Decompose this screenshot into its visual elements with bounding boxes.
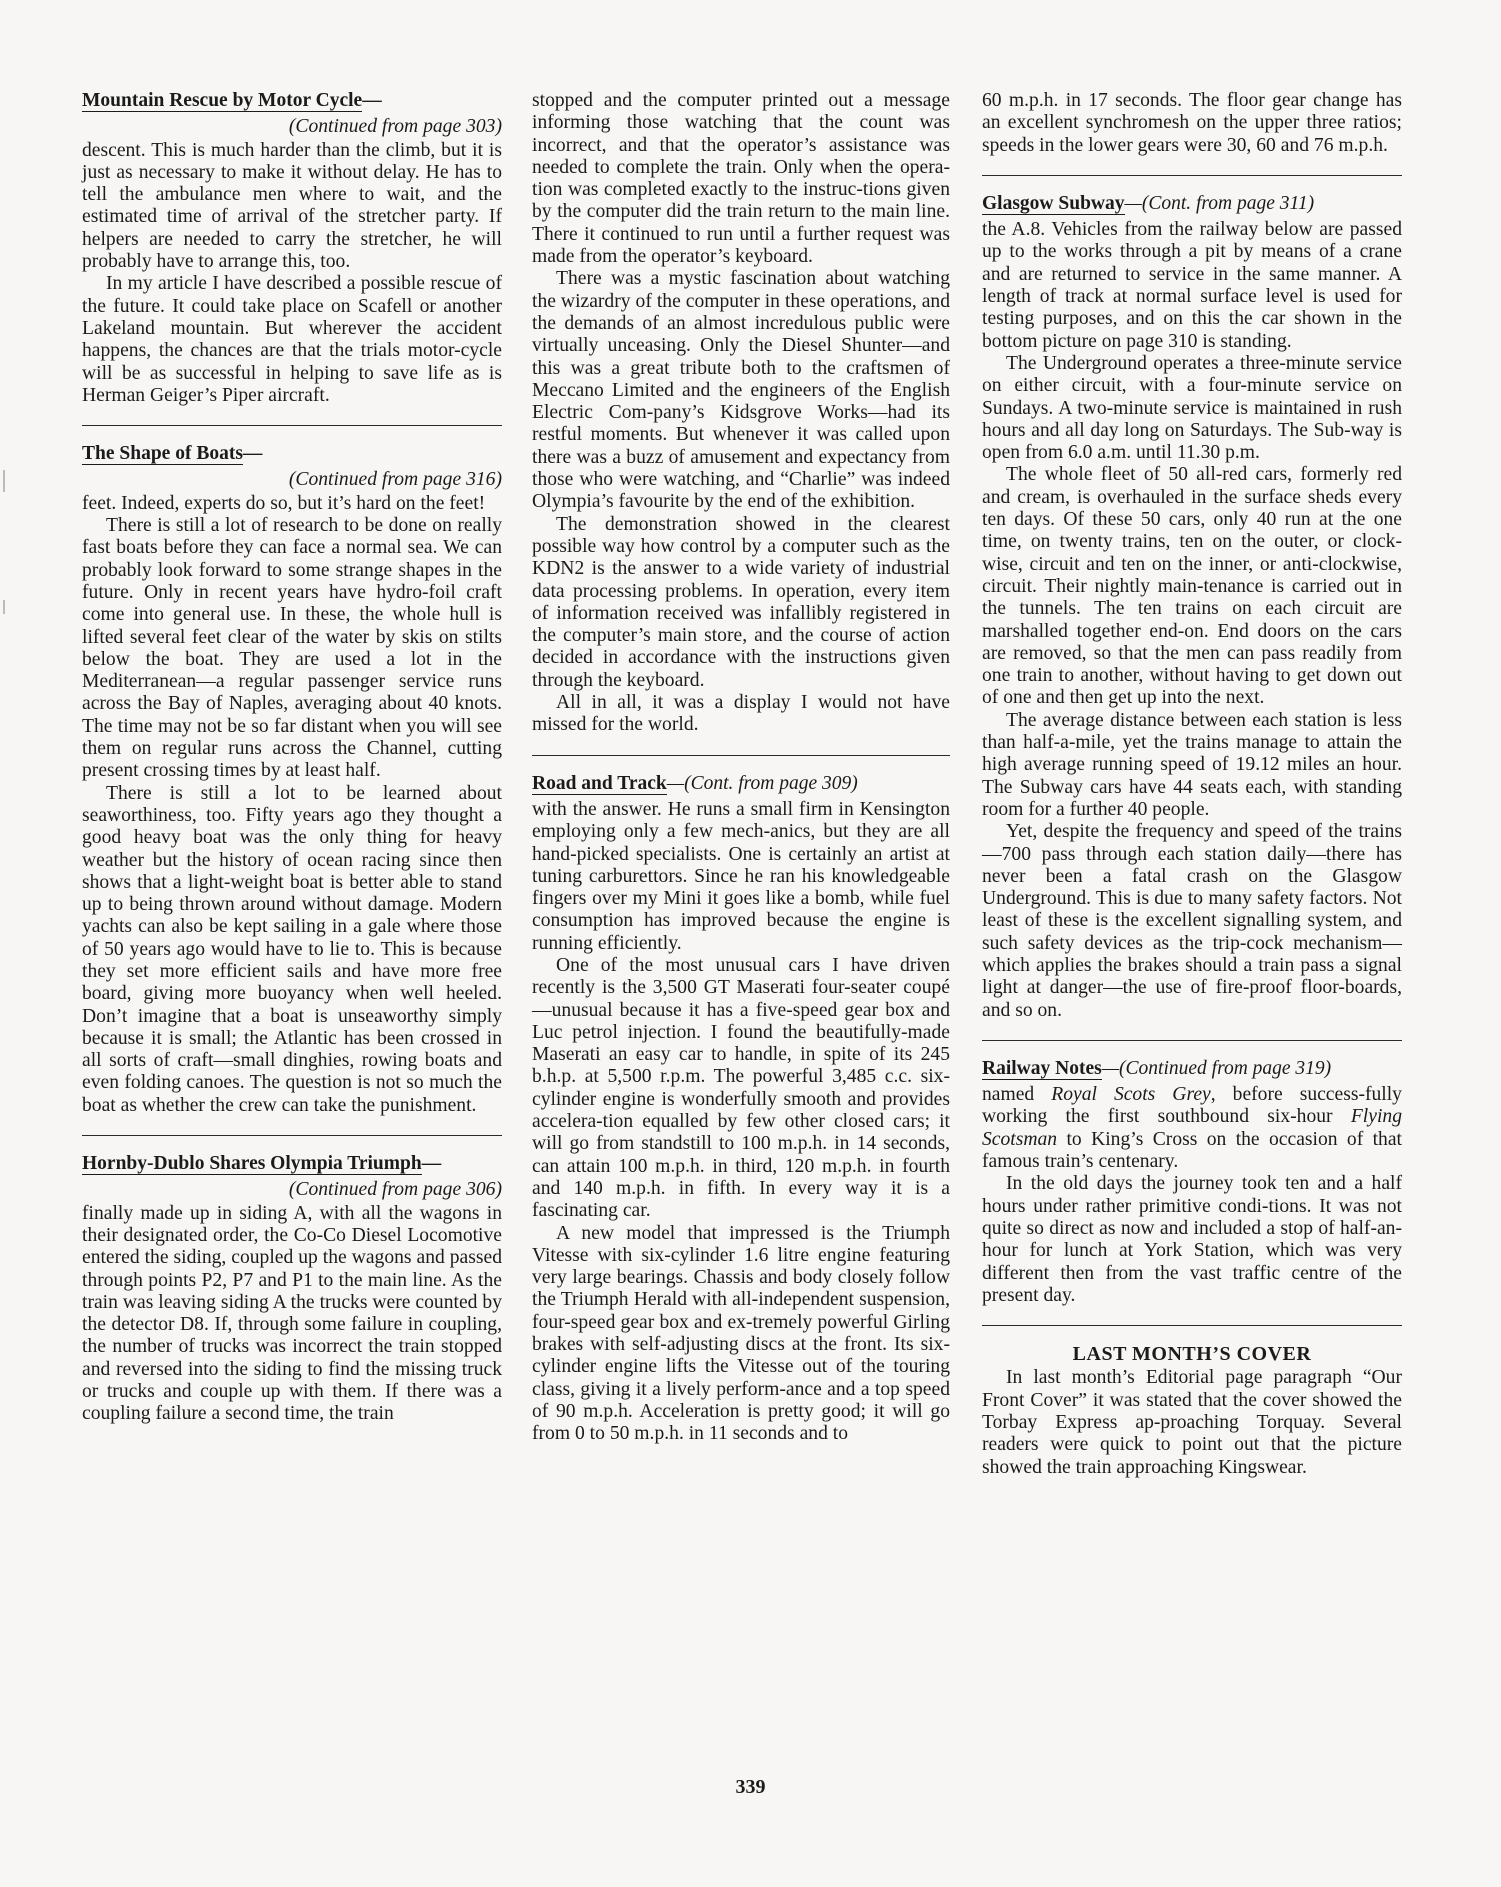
paragraph: There is still a lot of research to be done on really fast boats before they can face a normal sea. We can probably look forward to some strange shapes in the future. Only in recent years have hydro-foil craft come into general use. In these, the whole hull is lifted several feet clear of the water by skis on stilts below the boat. They are used a lot in the Mediterranean—a regular passenger service runs across the Bay of Naples, averaging about 40 knots. The time may not be so far distant when you will see them on regular runs across the Channel, cutting present crossing times by at least half. bbox=[82, 515, 502, 782]
section-heading: Hornby-Dublo Shares Olympia Triumph— bbox=[82, 1153, 442, 1175]
article-last-months-cover bbox=[982, 1343, 1402, 1479]
paragraph: Yet, despite the frequency and speed of the trains—700 pass through each station daily—there has never been a fatal crash on the Glasgow Underground. This is due to many safety factors. Not least of these is the excellent signalling system, and such safety devices as the trip-cock mechanism—which applies the brakes should a train pass a signal light at danger—the use of fire-proof floor-boards, and so on. bbox=[982, 821, 1402, 1021]
paragraph: named Royal Scots Grey, before success-fully working the first southbound six-hour Flying Scotsman to King’s Cross on the occasion of that famous train’s centenary. bbox=[982, 1084, 1402, 1173]
section-title: Hornby-Dublo Shares Olympia Triumph bbox=[82, 1153, 422, 1175]
article-mountain-rescue bbox=[82, 90, 502, 407]
section-heading: Railway Notes—(Continued from page 319) bbox=[982, 1057, 1332, 1079]
locomotive-name: Royal Scots Grey bbox=[1051, 1084, 1211, 1106]
paragraph: A new model that impressed is the Triumph Vitesse with six-cylinder 1.6 litre engine featuring very large bearings. Chassis and body closely follow the Triumph Herald with all-independent suspension, four-speed gear box and ex-tremely powerful Girling brakes with self-adjusting discs at the front. Its six-cylinder engine lifts the Vitesse out of the touring class, giving it a lively perform-ance and a top speed of 90 m.p.h. Acceleration is pretty good; it will go from 0 to 50 m.p.h. in 11 seconds and to bbox=[532, 1222, 950, 1445]
page-number: 339 bbox=[735, 1776, 766, 1798]
continued-note: (Continued from page 319) bbox=[1119, 1057, 1332, 1079]
continued-note: (Continued from page 306) bbox=[288, 1179, 502, 1201]
paragraph: with the answer. He runs a small firm in Kensington employing only a few mech-anics, but they are all hand-picked specialists. One is certainly an artist at tuning carburettors. Since he ran his knowledgeable fingers over my Mini it goes like a bomb, while fuel consumption has improved because the engine is running efficiently. bbox=[532, 798, 950, 954]
section-heading: The Shape of Boats— bbox=[82, 443, 263, 465]
section-title: The Shape of Boats bbox=[82, 443, 243, 465]
section-divider bbox=[982, 1325, 1402, 1326]
section-heading: LAST MONTH’S COVER bbox=[1072, 1343, 1312, 1366]
continued-note: (Continued from page 316) bbox=[288, 469, 502, 491]
continued-note: (Continued from page 303) bbox=[288, 116, 502, 138]
paragraph: the A.8. Vehicles from the railway below are passed up to the works through a pit by means of a crane and are returned to service in the same manner. A length of track at normal surface level is used for testing purposes, and on this the car shown in the bottom picture on page 310 is standing. bbox=[982, 219, 1402, 352]
section-divider bbox=[82, 425, 502, 426]
paragraph: The Underground operates a three-minute service on either circuit, with a four-minute service on Sundays. A two-minute service is maintained in rush hours and all day long on Saturdays. The Sub-way is open from 6.0 a.m. until 11.30 p.m. bbox=[982, 352, 1402, 464]
paragraph: The whole fleet of 50 all-red cars, formerly red and cream, is overhauled in the surface sheds every ten days. Of these 50 cars, only 40 run at the one time, on twenty trains, ten on the outer, or clock-wise, circuit and ten on the inner, or anti-clockwise, circuit. Their nightly main-tenance is carried out in the tunnels. The ten trains on each circuit are marshalled together end-on. End doors on the cars are removed, so that the men can pass readily from one train to another, without having to get down out of one and then get up into the next. bbox=[982, 464, 1402, 709]
section-title: Road and Track bbox=[532, 772, 667, 794]
paragraph: In the old days the journey took ten and a half hours under rather primitive condi-tions. It was not quite so direct as now and included a stop of half-an-hour for lunch at York Station, which was very different then from the vast traffic centre of the present day. bbox=[982, 1173, 1402, 1306]
section-title: Glasgow Subway bbox=[982, 192, 1125, 214]
paragraph: One of the most unusual cars I have driven recently is the 3,500 GT Maserati four-seater coupé—unusual because it has a five-speed gear box and Luc petrol injection. I found the beautifully-made Maserati an easy car to handle, in spite of its 245 b.h.p. at 5,500 r.p.m. The powerful 3,485 c.c. six-cylinder engine is wonderfully smooth and provides accelera-tion equalled by few other closed cars; it will go from standstill to 100 m.p.h. in 14 seconds, can attain 100 m.p.h. in third, 120 m.p.h. in fourth and 140 m.p.h. in fifth. In every way it is a fascinating car. bbox=[532, 954, 950, 1222]
section-title: Railway Notes bbox=[982, 1057, 1102, 1079]
section-heading: Road and Track—(Cont. from page 309) bbox=[532, 772, 858, 794]
article-railway-notes bbox=[982, 1058, 1402, 1307]
article-shape-of-boats bbox=[82, 443, 502, 1117]
paragraph: 60 m.p.h. in 17 seconds. The floor gear change has an excellent synchromesh on the upper three ratios; speeds in the lower gears were 30, 60 and 76 m.p.h. bbox=[982, 90, 1402, 156]
section-divider bbox=[82, 1135, 502, 1136]
article-glasgow-subway bbox=[982, 193, 1402, 1022]
continued-note: (Cont. from page 309) bbox=[684, 772, 858, 794]
article-hornby-dublo bbox=[82, 1153, 502, 1426]
continued-note: (Cont. from page 311) bbox=[1141, 192, 1315, 214]
column-3 bbox=[982, 90, 1402, 1479]
paragraph: feet. Indeed, experts do so, but it’s hard on the feet! bbox=[82, 492, 486, 514]
section-divider bbox=[532, 755, 950, 756]
paragraph: descent. This is much harder than the climb, but it is just as necessary to make it without delay. He has to tell the ambulance men where to wait, and the estimated time of arrival of the stretcher party. If helpers are needed to carry the stretcher, he will probably have to arrange this, too. bbox=[82, 139, 502, 273]
section-title: Mountain Rescue by Motor Cycle bbox=[82, 90, 363, 111]
article-road-and-track-continued bbox=[982, 90, 1402, 157]
paragraph: In my article I have described a possible rescue of the future. It could take place on Scafell or another Lakeland mountain. But wherever the accident happens, the chances are that the trials motor-cycle will be as successful in helping to save life as is Herman Geiger’s Piper aircraft. bbox=[82, 273, 502, 406]
paragraph: In last month’s Editorial page paragraph “Our Front Cover” it was stated that the cover showed the Torbay Express ap-proaching Torquay. Several readers were quick to point out that the picture showed the train approaching Kingswear. bbox=[982, 1367, 1402, 1478]
article-road-and-track bbox=[532, 773, 950, 1446]
section-heading: Glasgow Subway—(Cont. from page 311) bbox=[982, 192, 1315, 214]
train-name: Flying Scotsman bbox=[982, 1106, 1402, 1150]
section-divider bbox=[982, 1040, 1402, 1041]
paragraph: There was a mystic fascination about watching the wizardry of the computer in these operations, and the demands of an almost incredulous public were virtually unceasing. Only the Diesel Shunter—and this was a great tribute both to the craftsmen of Meccano Limited and the engineers of the English Electric Com-pany’s Kidsgrove Works—had its restful moments. But whenever it was called upon there was a buzz of amusement and expectancy from those who were watching, and “Charlie” was indeed Olympia’s favourite by the end of the exhibition. bbox=[532, 268, 950, 513]
article-hornby-dublo-continued bbox=[532, 90, 950, 737]
column-1 bbox=[82, 90, 502, 1426]
paragraph: The average distance between each station is less than half-a-mile, yet the trains manage to attain the high average running speed of 19.12 miles an hour. The Subway cars have 44 seats each, with standing room for a further 40 people. bbox=[982, 709, 1402, 820]
paragraph: The demonstration showed in the clearest possible way how control by a computer such as the KDN2 is the answer to a wide variety of industrial data processing problems. In operation, every item of information received was infallibly registered in the computer’s main store, and the course of action decided in accordance with the instructions given through the keyboard. bbox=[532, 513, 950, 691]
paragraph: All in all, it was a display I would not have missed for the world. bbox=[532, 692, 950, 736]
paragraph: stopped and the computer printed out a message informing those watching that the count was incorrect, and that the operator’s assistance was needed to complete the train. Only when the opera-tion was completed exactly to the instruc-tions given by the computer did the train return to the main line. There it continued to run until a further request was made from the operator’s keyboard. bbox=[532, 90, 950, 268]
section-divider bbox=[982, 175, 1402, 176]
paragraph: There is still a lot to be learned about seaworthiness, too. Fifty years ago they thought a good heavy boat was the only thing for heavy weather but the history of ocean racing since then shows that a light-weight boat is better able to stand up to being thrown around without damage. Modern yachts can also be kept sailing in a gale where those of 50 years ago would have to lie to. This is because they set more efficient sails and have more free board, giving more buoyancy when well heeled. Don’t imagine that a boat is unseaworthy simply because it is small; the Atlantic has been crossed in all sorts of craft—small dinghies, rowing boats and even folding canoes. The question is not so much the boat as whether the crew can take the punishment. bbox=[82, 782, 502, 1116]
binding-mark bbox=[3, 600, 5, 614]
paragraph: finally made up in siding A, with all the wagons in their designated order, the Co-Co Diesel Locomotive entered the siding, coupled up the wagons and passed through points P2, P7 and P1 to the main line. As the train was leaving siding A the trucks were counted by the detector D8. If, through some failure in coupling, the number of trucks was incorrect the train stopped and reversed into the siding to find the missing truck or trucks and couple up with them. If there was a coupling failure a second time, the train bbox=[82, 1202, 502, 1425]
column-2 bbox=[532, 90, 950, 1446]
binding-mark bbox=[3, 470, 5, 492]
section-heading: Mountain Rescue by Motor Cycle— bbox=[82, 90, 382, 111]
